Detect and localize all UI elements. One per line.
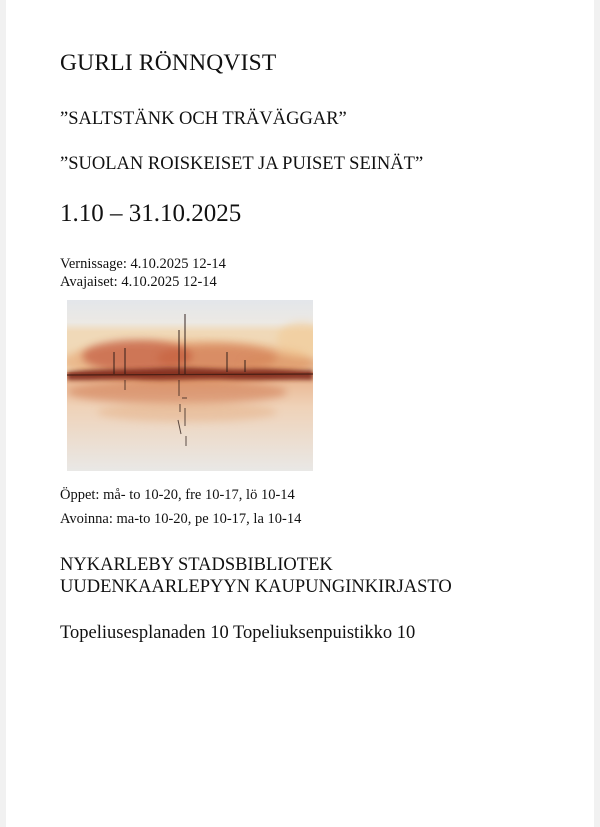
watercolor-painting xyxy=(67,300,313,471)
vernissage-swedish: Vernissage: 4.10.2025 12-14 xyxy=(60,256,226,272)
library-name-swedish: NYKARLEBY STADSBIBLIOTEK xyxy=(60,555,333,575)
artist-name: GURLI RÖNNQVIST xyxy=(60,50,277,76)
exhibition-dates: 1.10 – 31.10.2025 xyxy=(60,200,242,227)
opening-hours-finnish: Avoinna: ma-to 10-20, pe 10-17, la 10-14 xyxy=(60,511,302,527)
exhibition-title-swedish: ”SALTSTÄNK OCH TRÄVÄGGAR” xyxy=(60,109,347,129)
opening-hours-swedish: Öppet: må- to 10-20, fre 10-17, lö 10-14 xyxy=(60,487,295,503)
exhibition-title-finnish: ”SUOLAN ROISKEISET JA PUISET SEINÄT” xyxy=(60,154,424,174)
vernissage-finnish: Avajaiset: 4.10.2025 12-14 xyxy=(60,274,217,290)
library-address: Topeliusesplanaden 10 Topeliuksenpuistikko 10 xyxy=(60,623,416,643)
poster-page xyxy=(6,0,594,827)
library-name-finnish: UUDENKAARLEPYYN KAUPUNGINKIRJASTO xyxy=(60,577,452,597)
